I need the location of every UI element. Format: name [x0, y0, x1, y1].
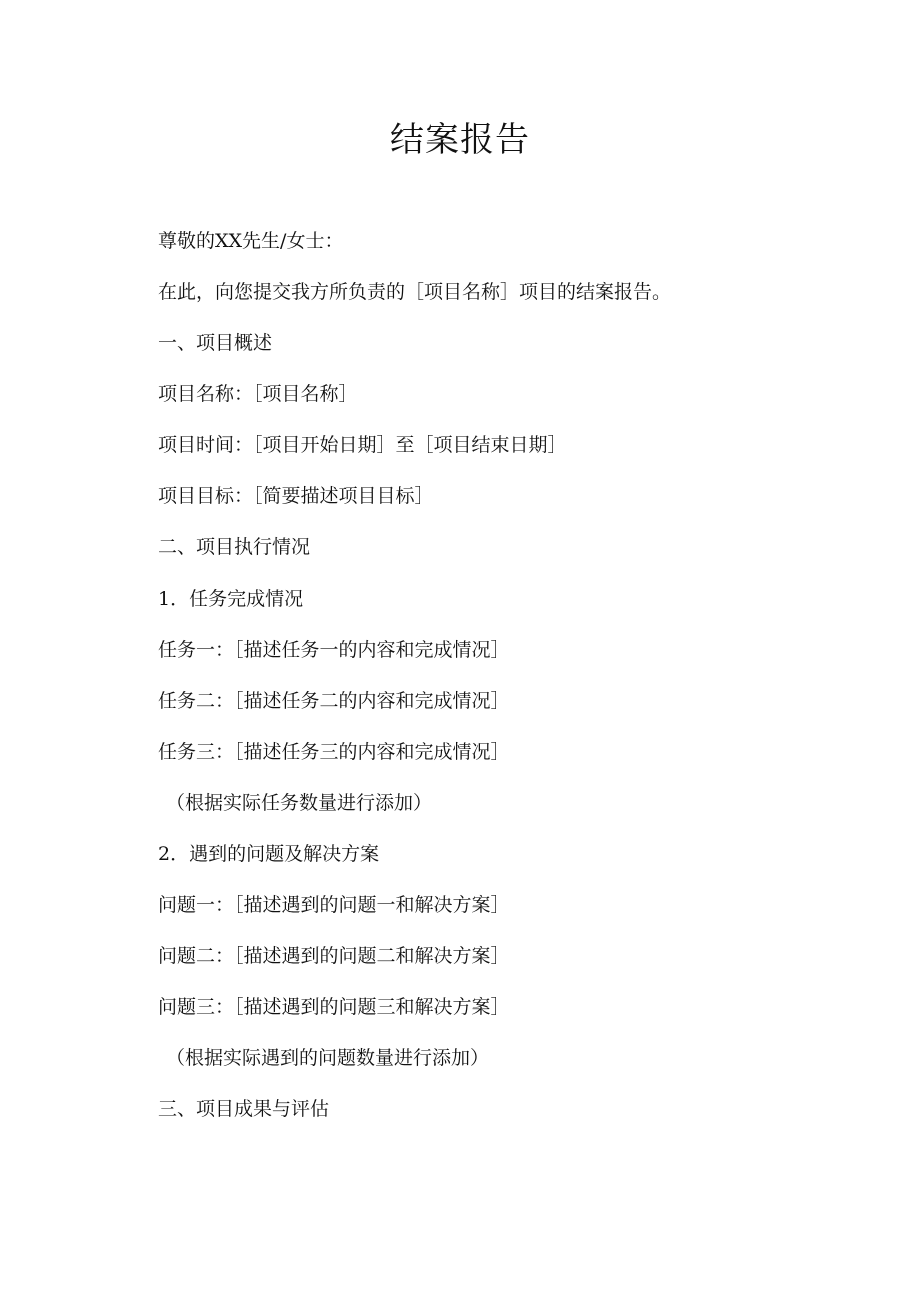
salutation: 尊敬的XX先生/女士： [158, 230, 344, 252]
task-item: 任务三：［描述任务三的内容和完成情况］ [158, 741, 510, 763]
problems-subheading: 2．遇到的问题及解决方案 [158, 843, 380, 865]
problem-item: 问题二：［描述遇到的问题二和解决方案］ [158, 945, 510, 967]
task-item: 任务二：［描述任务二的内容和完成情况］ [158, 690, 510, 712]
section2-heading: 二、项目执行情况 [158, 536, 311, 558]
project-time-line: 项目时间：［项目开始日期］至［项目结束日期］ [158, 434, 567, 456]
project-goal-line: 项目目标：［简要描述项目目标］ [158, 485, 434, 507]
problem-item: 问题三：［描述遇到的问题三和解决方案］ [158, 996, 510, 1018]
section3-heading: 三、项目成果与评估 [158, 1098, 330, 1120]
problems-note: （根据实际遇到的问题数量进行添加） [166, 1047, 490, 1069]
problem-item: 问题一：［描述遇到的问题一和解决方案］ [158, 894, 510, 916]
tasks-subheading: 1．任务完成情况 [158, 588, 304, 610]
tasks-note: （根据实际任务数量进行添加） [166, 792, 433, 814]
project-name-line: 项目名称：［项目名称］ [158, 383, 358, 405]
document-title: 结案报告 [390, 120, 530, 160]
intro-paragraph: 在此，向您提交我方所负责的［项目名称］项目的结案报告。 [158, 281, 672, 303]
task-item: 任务一：［描述任务一的内容和完成情况］ [158, 639, 510, 661]
section1-heading: 一、项目概述 [158, 332, 273, 354]
